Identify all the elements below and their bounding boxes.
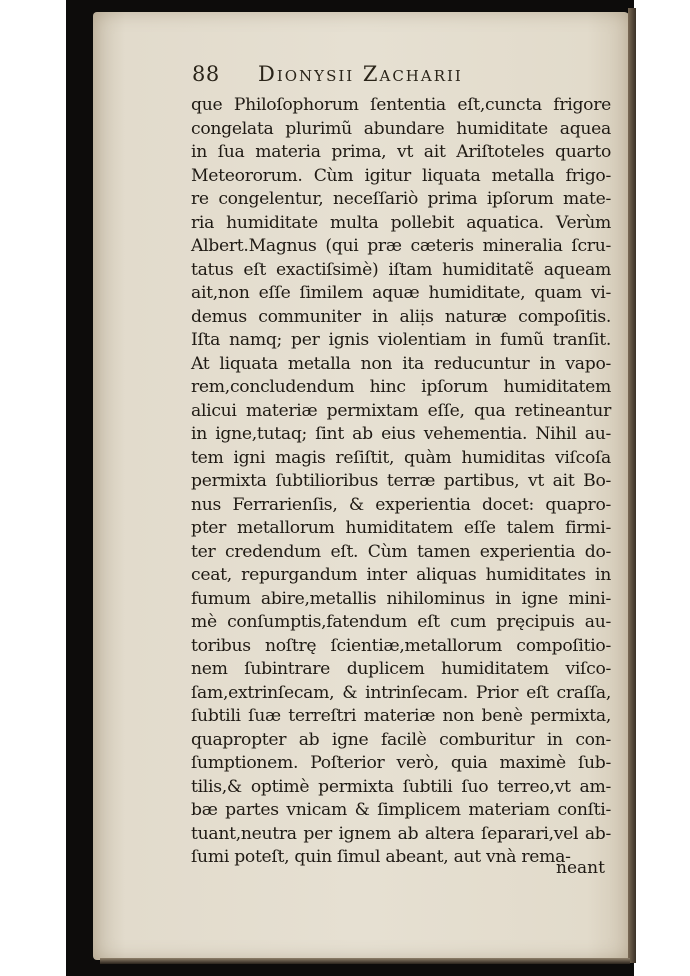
text-line: ria humiditate multa pollebit aquatica. Verùm (191, 212, 611, 233)
text-line: alicui materiæ permixtam eſſe, qua retineantur (191, 400, 611, 421)
text-line: Meteororum. Cùm igitur liquata metalla frigo- (191, 165, 611, 186)
text-line: pter metallorum humiditatem eſſe talem firmi- (191, 518, 611, 538)
text-line: mè conſumptis,fatendum eſt cum pręcipuis au- (191, 612, 611, 632)
text-line: in ſua materia prima, vt ait Ariſtoteles quarto (191, 142, 611, 162)
text-line: rem,concludendum hinc ipſorum humiditatem (191, 377, 611, 397)
text-line: Albert.Magnus (qui præ cæteris mineralia ſcru- (191, 236, 611, 256)
text-line: ſubtili ſuæ terreſtri materiæ non benè permixta, (191, 706, 611, 726)
text-line: ait,non eſſe ſimilem aquæ humiditate, quam vi- (191, 283, 611, 303)
text-line: ter credendum eſt. Cùm tamen experientia do- (191, 541, 611, 562)
body-text (191, 94, 611, 870)
text-line: ſam,extrinſecam, & intrinſecam. Prior eſt craſſa, (191, 682, 611, 703)
page-header (192, 60, 612, 94)
text-line: At liquata metalla non ita reducuntur in vapo- (191, 353, 611, 374)
text-line: fumum abire,metallis nihilominus in igne mini- (191, 588, 611, 609)
text-line: tem igni magis reſiſtit, quàm humiditas viſcoſa (191, 447, 611, 468)
text-line: nus Ferrarienſis, & experientia docet: quapro- (191, 494, 611, 515)
running-head: Dionysii Zacharii (258, 62, 463, 86)
text-line: congelata plurimũ abundare humiditate aquea (191, 118, 611, 139)
text-line: ſumi poteſt, quin ſimul abeant, aut vnà rema- (191, 847, 571, 867)
page-number: 88 (192, 62, 220, 86)
text-line: nem ſubintrare duplicem humiditatem viſco- (191, 659, 611, 679)
text-line: que Philoſophorum ſententia eſt,cuncta frigore (191, 95, 611, 115)
text-line: bæ partes vnicam & ſimplicem materiam conſti- (191, 800, 611, 820)
text-line: tatus eſt exactiſsimè) iſtam humiditatẽ aqueam (191, 259, 611, 280)
catchword: neant (556, 858, 605, 878)
text-line: tuant,neutra per ignem ab altera ſeparari,vel ab- (191, 823, 611, 844)
text-line: demus communiter in aliịs naturæ compoſitis. (191, 306, 611, 327)
text-line: in igne,tutaq; ſint ab eius vehementia. Nihil au- (191, 424, 611, 444)
text-line: tilis,& optimè permixta ſubtili ſuo terreo,vt am- (191, 776, 611, 797)
text-line: ſumptionem. Poſterior verò, quia maximè ſub- (191, 753, 611, 773)
text-line: Iſta namq; per ignis violentiam in fumũ tranſit. (191, 330, 611, 350)
text-line: toribus noſtrę ſcientiæ,metallorum compoſitio- (191, 635, 611, 656)
text-line: re congelentur, neceſſariò prima ipſorum mate- (191, 189, 611, 209)
text-line: ceat, repurgandum inter aliquas humiditates in (191, 565, 611, 585)
page-edge-shadow (628, 8, 636, 963)
page-bottom-edge (100, 958, 630, 964)
text-line: permixta ſubtilioribus terræ partibus, vt ait Bo- (191, 471, 611, 491)
text-line: quapropter ab igne facilè comburitur in con- (191, 729, 611, 750)
